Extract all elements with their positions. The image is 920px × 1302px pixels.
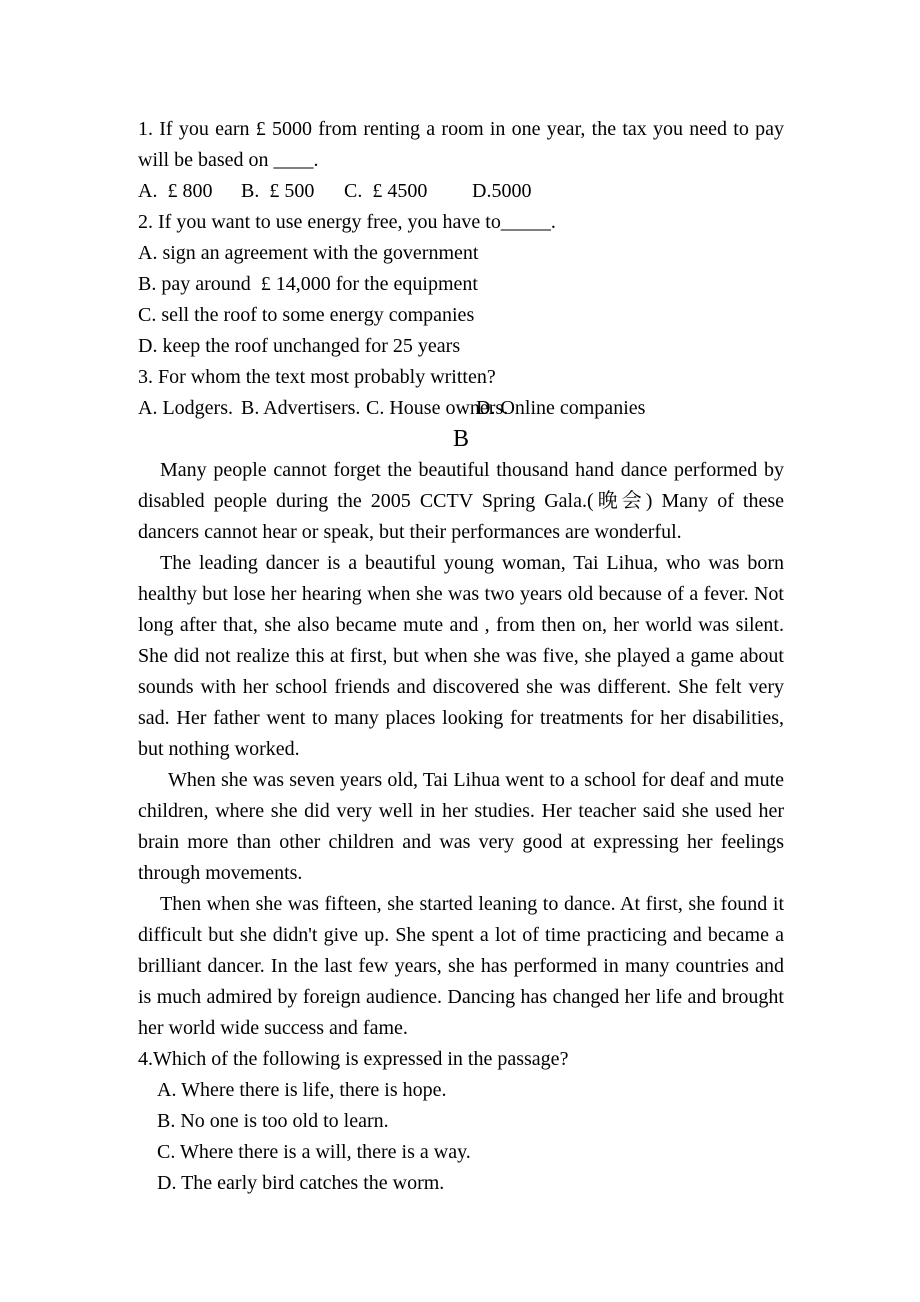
question-4-option-a: A. Where there is life, there is hope. (157, 1079, 447, 1101)
question-1-option-a: A. £ 800 (138, 180, 213, 202)
question-2-option-a: A. sign an agreement with the government (138, 242, 479, 264)
question-1-stem: 1. If you earn £ 5000 from renting a room in one year, the tax you need to pay will be based on ____. (138, 118, 784, 171)
section-b-header: B (452, 426, 469, 452)
passage-paragraph-1: Many people cannot forget the beautiful thousand hand dance performed by disabled people during the 2005 CCTV Spring Gala.(晚会) Many of these dancers cannot hear or speak, but their performances are wonderful. (138, 459, 784, 543)
passage-paragraph-3: When she was seven years old, Tai Lihua went to a school for deaf and mute children, where she did very well in her studies. Her teacher said she used her brain more than other children and was very good at expressing her feelings through movements. (138, 769, 784, 884)
question-4-stem: 4.Which of the following is expressed in the passage? (138, 1048, 569, 1070)
question-3-option-a: A. Lodgers. (138, 397, 233, 419)
question-3-stem: 3. For whom the text most probably written? (138, 366, 496, 388)
question-1-options-row (138, 176, 784, 207)
question-2-option-b: B. pay around £ 14,000 for the equipment (138, 273, 478, 295)
question-1-option-b: B. £ 500 (241, 180, 315, 202)
passage-paragraph-4: Then when she was fifteen, she started leaning to dance. At first, she found it difficult but she didn't give up. She spent a lot of time practicing and became a brilliant dancer. In the last few years, she has performed in many countries and is much admired by foreign audience. Dancing has changed her life and brought her world wide success and fame. (138, 893, 784, 1039)
passage-paragraph-2: The leading dancer is a beautiful young woman, Tai Lihua, who was born healthy but lose her hearing when she was two years old because of a fever. Not long after that, she also became mute and , from then on, her world was silent. She did not realize this at first, but when she was five, she played a game about sounds with her school friends and discovered she was different. She felt very sad. Her father went to many places looking for treatments for her disabilities, but nothing worked. (138, 552, 784, 760)
question-1-option-c: C. £ 4500 (344, 180, 428, 202)
document-content (138, 114, 784, 1199)
question-3-option-b: B. Advertisers. (241, 397, 361, 419)
question-1-option-d: D.5000 (472, 180, 532, 202)
question-2-stem: 2. If you want to use energy free, you have to_____. (138, 211, 556, 233)
question-4-option-b: B. No one is too old to learn. (157, 1110, 389, 1132)
question-2-option-d: D. keep the roof unchanged for 25 years (138, 335, 461, 357)
question-4-option-c: C. Where there is a will, there is a way. (157, 1141, 471, 1163)
question-4-option-d: D. The early bird catches the worm. (157, 1172, 445, 1194)
question-3-option-c: C. House owners. (366, 397, 509, 419)
question-2-option-c: C. sell the roof to some energy companies (138, 304, 475, 326)
question-3-option-d: D. Online companies (476, 397, 646, 419)
question-3-options-row (138, 393, 784, 424)
